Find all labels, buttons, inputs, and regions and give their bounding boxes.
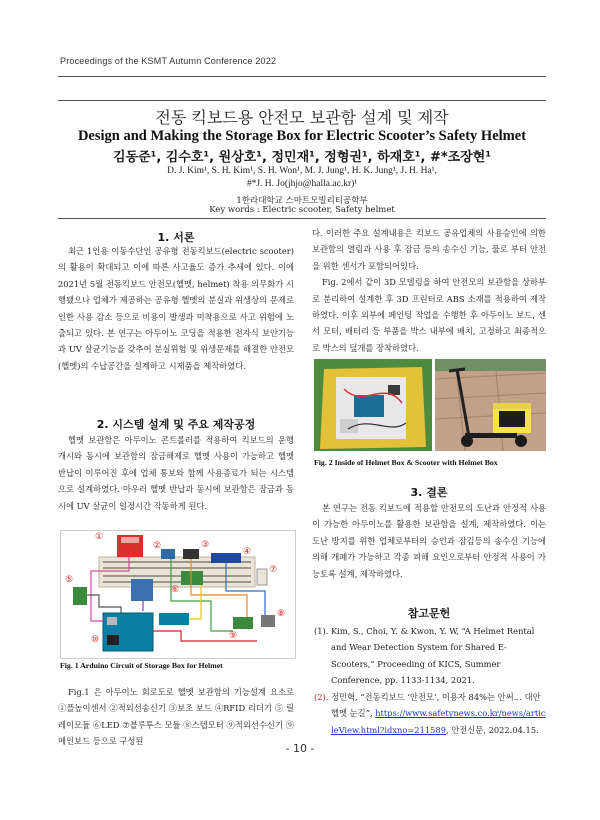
reference-2 xyxy=(314,689,546,738)
figure-1-caption: Fig. 1 Arduino Circuit of Storage Box for Helmet xyxy=(60,661,223,670)
marker-9: ⑨ xyxy=(229,631,238,641)
keywords: Key words : Electric scooter, Safety helmet xyxy=(209,205,395,215)
marker-4: ④ xyxy=(243,547,252,557)
figure-2-helmet-box-photo xyxy=(314,359,432,451)
marker-8: ⑧ xyxy=(277,609,286,619)
section-heading-conclusion: 3. 결론 xyxy=(410,486,448,499)
reference-2-text: 정민혁, “전동킥보드 ‘안전모’, 이용자 84%는 안써… 대안 헬멧 눈길”, xyxy=(331,692,541,719)
design-text-4: Fig. 2에서 같이 3D 모델링을 하여 안전모의 보관함을 상하부로 분리하여 설계한 후 3D 프린터로 ABS 소재를 적용하여 제작하였다. 이후 외부에 페인팅 작업을 수행한 후 아두이노 보드, 센서 모터, 배터리 등 부품을 박스 내부에 배치, 고정하고 최종적으로 박스의 덮개를 장착하였다. xyxy=(312,277,546,353)
author-email: #*J. H. Jo(jhjo@halla.ac.kr)¹ xyxy=(246,179,358,189)
marker-6: ⑥ xyxy=(171,585,180,595)
title-rule xyxy=(58,100,546,101)
authors-english: D. J. Kim¹, S. H. Kim¹, S. H. Won¹, M. J. Jung¹, H. K. Jung¹, J. H. Ha¹, xyxy=(167,166,437,176)
affiliation: 1한라대학교 스마트모빌리티공학부 xyxy=(236,196,368,206)
conclusion-paragraph xyxy=(312,500,546,582)
section-heading-references: 참고문헌 xyxy=(407,607,451,620)
design-text-2: Fig.1 은 아두이노 회로도로 헬멧 보관함의 기능설계 요소로 ①플높이센서 ②적외선송신기 ③보조 보드 ④RFID 리더기 ⑤ 릴레이모듈 ⑥LED ⑦블루투스 모듈 ⑧스텝모터 ⑨적외선수신기 ⑨메인보드 등으로 구성된 xyxy=(58,687,294,747)
marker-7: ⑦ xyxy=(269,565,278,575)
reference-1-number: (1). xyxy=(314,626,329,636)
authors-korean: 김동준¹, 김수호¹, 원상호¹, 정민재¹, 정형권¹, 하재호¹, #*조장현¹ xyxy=(112,150,492,165)
page-number: - 10 - xyxy=(285,742,315,755)
marker-1: ① xyxy=(95,532,104,542)
marker-3: ③ xyxy=(201,540,210,550)
figure-2-scooter-photo xyxy=(435,359,546,451)
design-text-3: 다. 이러한 주요 설계내용은 킥보드 공유업체의 사용승인에 의한 보관함의 열림과 사용 후 잠금 등의 송수신 기능, 물로 부터 안전을 위한 센서가 포함되어있다. xyxy=(312,228,546,271)
intro-paragraph xyxy=(58,243,294,374)
marker-5: ⑤ xyxy=(65,575,74,585)
reference-2-tail: , 안전신문, 2022.04.15. xyxy=(445,724,539,735)
reference-2-link[interactable]: https://www.safetynews.co.kr/news/articleView.html?idxno=211589 xyxy=(331,708,546,735)
reference-1-text: Kim, S., Choi, Y. & Kwon, Y. W, “A Helmet Rental and Wear Detection System for Shared E-Scooters,” Proceeding of KICS, Summer Conference, pp. 1133-1134, 2021. xyxy=(331,626,535,686)
section-heading-intro: 1. 서론 xyxy=(157,231,195,244)
header-rule xyxy=(58,76,546,77)
design-paragraph-3 xyxy=(312,225,546,356)
design-text-1: 헬멧 보관함은 아두이노 콘트롤러를 적용하여 킥보드의 운행 개시와 동시에 보관함의 잠금해제로 헬멧 사용이 가능하고 헬멧 반납이 이루어진 후에 업체 통보와 함께 사용종료가 되는 시스템으로 설계하였다. 아우러 헬멧 반납과 동시에 보관함은 잠금과 동시에 UV 살균이 일정시간 작동하게 된다. xyxy=(58,435,294,511)
marker-10: ⑩ xyxy=(91,635,100,645)
reference-2-body xyxy=(314,689,546,738)
design-paragraph-2 xyxy=(58,684,294,750)
conclusion-text: 본 연구는 전동 킥보드에 적용할 안전모의 도난과 안정적 사용이 가능한 아두이노를 활용한 보관함을 설계, 제작하였다. 이는 도난 방지를 위한 업체로부터의 승인과 잠김등의 송수신 기능에 의해 개폐가 가능하고 각종 피해 요인으로부터 안정적 사용이 가능토록 설계, 제작하였다. xyxy=(312,503,546,579)
design-paragraph-1 xyxy=(58,432,294,514)
running-head: Proceedings of the KSMT Autumn Conference 2022 xyxy=(60,56,277,66)
figure-2-caption: Fig. 2 Inside of Helmet Box & Scooter with Helmet Box xyxy=(314,458,498,467)
keywords-rule xyxy=(58,218,546,219)
figure-1-arduino-circuit xyxy=(60,530,296,659)
section-heading-design: 2. 시스템 설계 및 주요 제작공정 xyxy=(96,418,256,431)
intro-text: 최근 1인용 이동수단인 공유형 전동킥보드(electric scooter)의 활용이 확대되고 이에 따른 사고율도 증가 추세에 있다. 이에 2021년 5월 전동킥보드 안전모(헬멧, helmet) 착용 의무화가 시행됐으나 업체가 제공하는 공유형 헬멧의 분실과 위생상의 문제로 인한 사용 감소 등으로 비용이 발생과 미착용으로 사고 위험에 노출되고 있다. 본 연구는 아두이노 코딩을 적용한 전자식 보안기능과 UV 살균기능을 갖추어 분실위험 및 위생문제를 해결한 안전모(헬멧)의 수납공간을 설계하고 시제품을 제작하였다. xyxy=(58,246,294,371)
title-korean: 전동 킥보드용 안전모 보관함 설계 및 제작 xyxy=(155,108,449,127)
scooter-with-helmet-box-image xyxy=(435,359,546,451)
marker-2: ② xyxy=(153,541,162,551)
title-english: Design and Making the Storage Box for Electric Scooter’s Safety Helmet xyxy=(77,128,527,144)
helmet-box-inside-image xyxy=(314,359,432,451)
reference-1 xyxy=(314,623,546,689)
reference-2-number: (2). xyxy=(314,692,329,702)
